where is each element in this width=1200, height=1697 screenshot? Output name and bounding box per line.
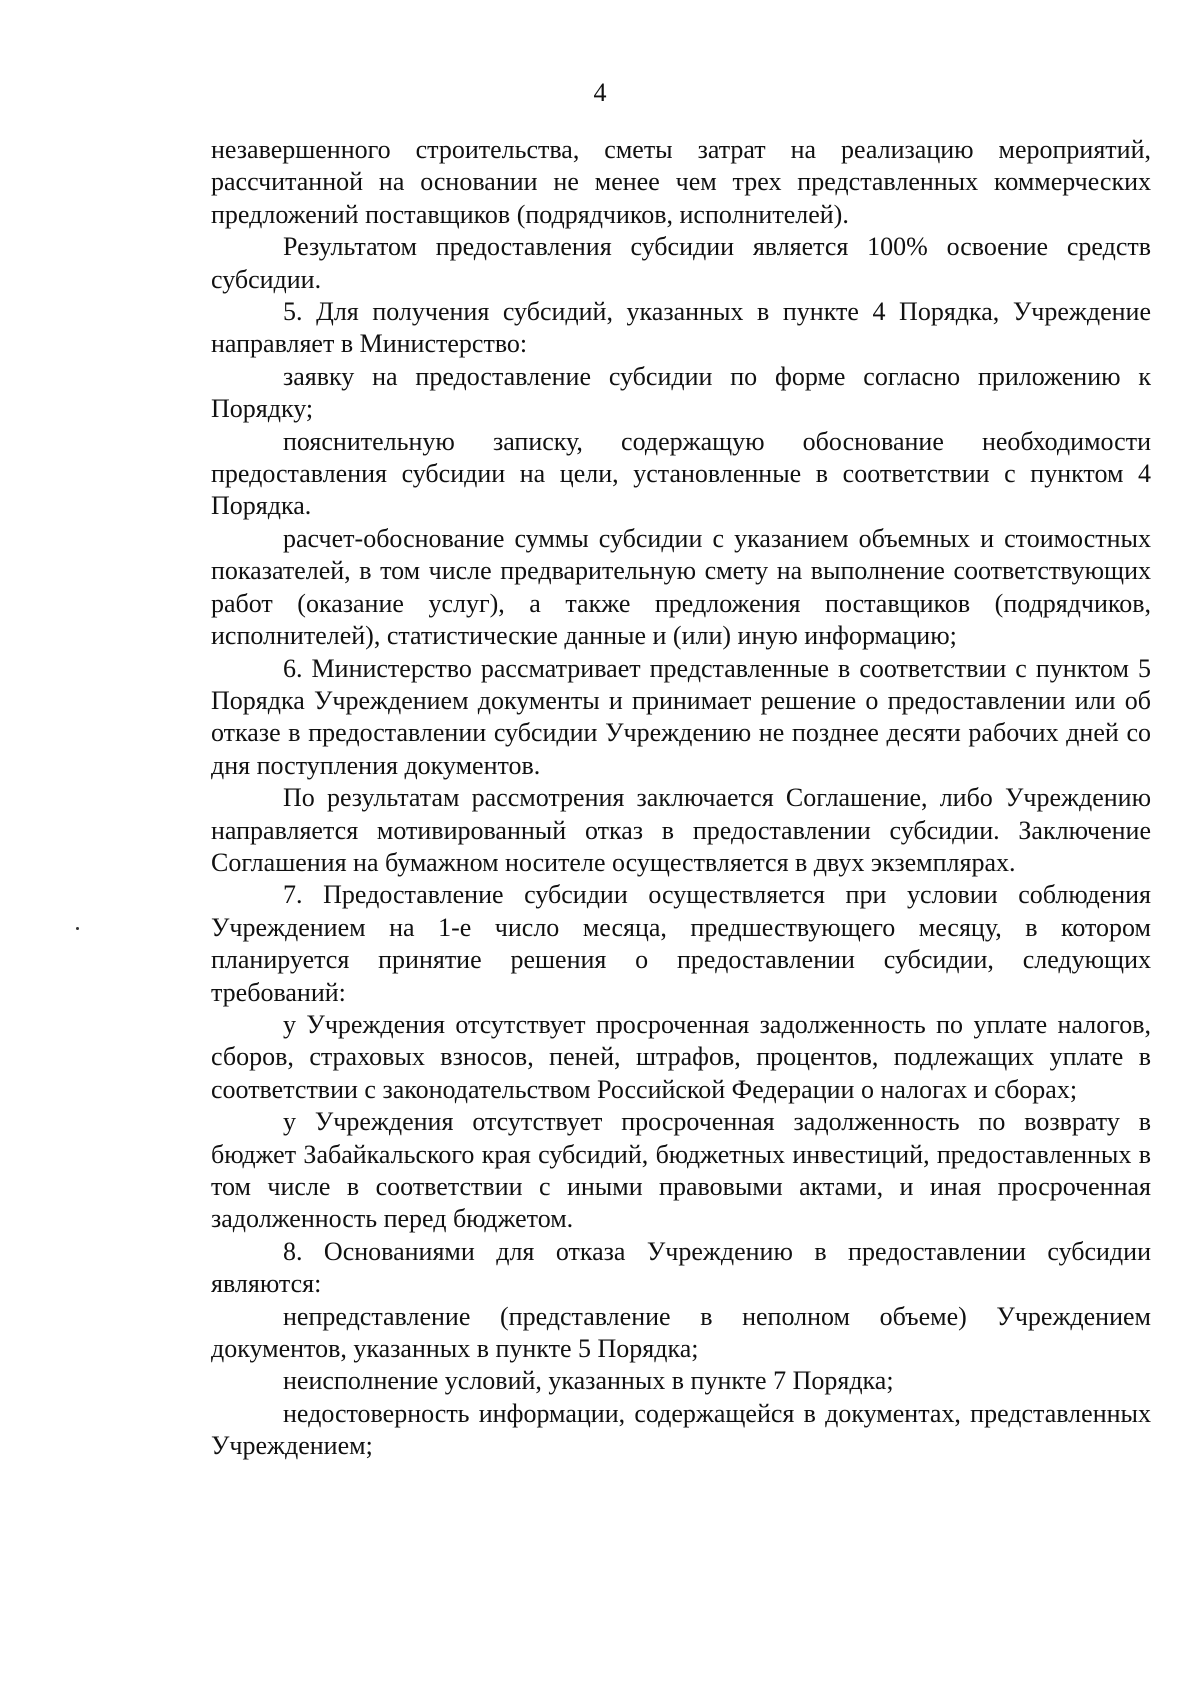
paragraph-budget-debt: у Учреждения отсутствует просроченная задолженность по возврату в бюджет Забайкальского края субсидий, бюджетных инвестиций, предоставленных в том числе в соответствии с иными правовыми актами, и иная просроченная задолженность перед бюджетом.: [211, 1107, 1151, 1234]
paragraph-tax-debt: у Учреждения отсутствует просроченная задолженность по уплате налогов, сборов, страховых взносов, пеней, штрафов, процентов, подлежащих уплате в соответствии с законодательством Российской Федерации о налогах и сборах;: [211, 1009, 1151, 1104]
scan-speck-mark: [76, 927, 79, 930]
paragraph-application: заявку на предоставление субсидии по форме согласно приложению к Порядку;: [211, 361, 1151, 424]
paragraph-item-5: 5. Для получения субсидий, указанных в пункте 4 Порядка, Учреждение направляет в Министерство:: [211, 297, 1151, 359]
paragraph-conditions-unmet: неисполнение условий, указанных в пункте 7 Порядка;: [283, 1366, 894, 1396]
paragraph-calculation: расчет-обоснование суммы субсидии с указанием объемных и стоимостных показателей, в том числе предварительную смету на выполнение соответствующих работ (оказание услуг), а также предложения поставщиков (подрядчиков, исполнителей), статистические данные и (или) иную информацию;: [211, 523, 1151, 651]
paragraph-item-8: 8. Основаниями для отказа Учреждению в предоставлении субсидии являются:: [211, 1236, 1151, 1299]
paragraph-result: Результатом предоставления субсидии является 100% освоение средств субсидии.: [211, 232, 1151, 294]
page-number: 4: [593, 78, 607, 107]
paragraph-item-6: 6. Министерство рассматривает представленные в соответствии с пунктом 5 Порядка Учреждением документы и принимает решение о предоставлении или об отказе в предоставлении субсидии Учреждению не позднее десяти рабочих дней со дня поступления документов.: [211, 653, 1151, 780]
paragraph-unreliable-info: недостоверность информации, содержащейся в документах, представленных Учреждением;: [211, 1398, 1151, 1461]
paragraph-continuation: незавершенного строительства, сметы затрат на реализацию мероприятий, рассчитанной на основании не менее чем трех представленных коммерческих предложений поставщиков (подрядчиков, исполнителей).: [211, 135, 1151, 229]
paragraph-item-7: 7. Предоставление субсидии осуществляется при условии соблюдения Учреждением на 1-е число месяца, предшествующего месяцу, в котором планируется принятие решения о предоставлении субсидии, следующих требований:: [211, 880, 1151, 1007]
document-body: [211, 134, 1151, 1463]
paragraph-incomplete-docs: непредставление (представление в неполном объеме) Учреждением документов, указанных в пункте 5 Порядка;: [211, 1301, 1151, 1364]
paragraph-explanatory-note: пояснительную записку, содержащую обоснование необходимости предоставления субсидии на цели, установленные в соответствии с пунктом 4 Порядка.: [211, 426, 1151, 521]
paragraph-review-results: По результатам рассмотрения заключается Соглашение, либо Учреждению направляется мотивированный отказ в предоставлении субсидии. Заключение Соглашения на бумажном носителе осуществляется в двух экземплярах.: [211, 783, 1151, 877]
